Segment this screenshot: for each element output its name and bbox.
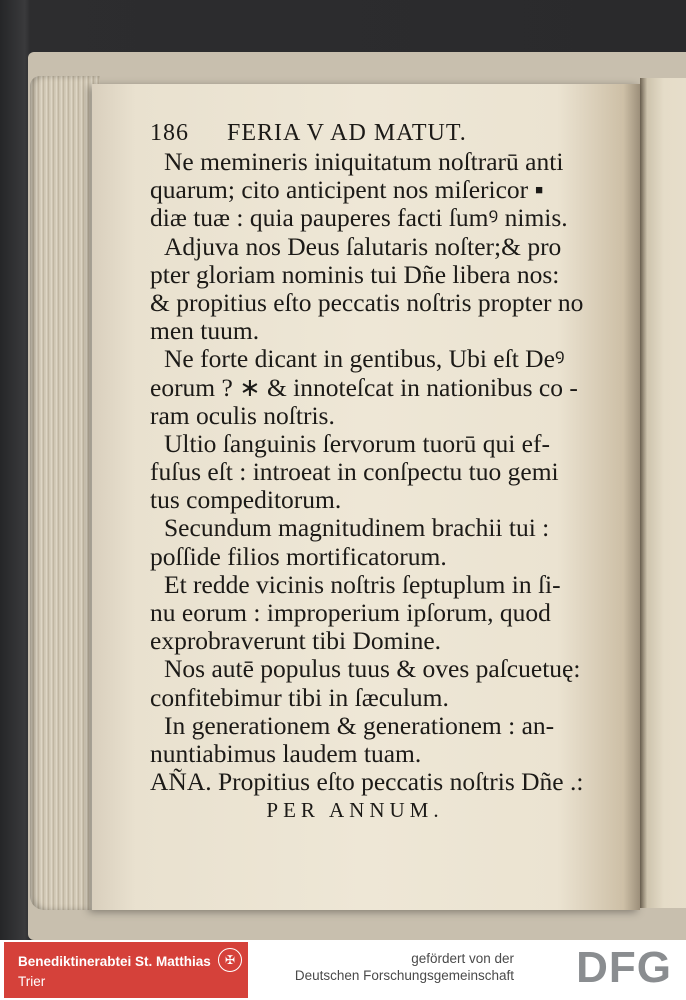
text-line: eorum ? ∗ & innoteſcat in nationibus co -	[150, 372, 578, 402]
institution-badge[interactable]	[4, 942, 248, 998]
funding-text-1: gefördert von der	[411, 951, 514, 966]
text-line: tus compeditorum.	[150, 485, 342, 515]
text-line: AÑA. Propitius eſto peccatis noſtris Dñe .:	[150, 767, 584, 797]
text-line: exprobraverunt tibi Domine.	[150, 626, 442, 656]
page-text	[150, 118, 630, 823]
text-line: Ultio ſanguinis ſervorum tuorū qui ef-	[164, 428, 550, 458]
page-number: 186	[150, 119, 189, 146]
text-line: nuntiabimus laudem tuam.	[150, 738, 422, 768]
text-line: diæ tuæ : quia pauperes facti ſumꝰ nimis.	[150, 203, 568, 233]
text-line: Ne forte dicant in gentibus, Ubi eſt Deꝰ	[164, 344, 565, 374]
running-head	[150, 118, 630, 148]
text-line: In generationem & generationem : an-	[164, 710, 555, 740]
text-line: & propitius eſto peccatis noſtris propter no	[150, 287, 584, 317]
page-footer-line: PER ANNUM.	[266, 798, 444, 823]
text-line: pter gloriam nominis tui Dñe libera nos:	[150, 259, 560, 289]
text-line: quarum; cito anticipent nos miſericor ▪	[150, 175, 544, 205]
institution-city: Trier	[18, 974, 46, 989]
running-title: FERIA V AD MATUT.	[227, 119, 467, 146]
funding-text-2: Deutschen Forschungsgemeinschaft	[294, 968, 514, 983]
text-line: Adjuva nos Deus ſalutaris noſter;& pro	[164, 231, 562, 261]
page-edges	[30, 76, 100, 910]
abbey-logo-icon: ✠	[218, 948, 242, 972]
text-line: confitebimur tibi in ſæculum.	[150, 682, 449, 712]
funding-notice	[295, 950, 514, 984]
text-line: Nos autē populus tuus & oves paſcuetuę:	[164, 654, 581, 684]
text-line: nu eorum : improperium ipſorum, quod	[150, 598, 551, 627]
text-line: ram oculis noſtris.	[150, 400, 335, 430]
institution-name: Benediktinerabtei St. Matthias	[18, 954, 211, 969]
dfg-logo[interactable]: DFG	[576, 943, 672, 992]
text-line: Ne memineris iniquitatum noſtrarū anti	[164, 147, 564, 176]
text-line: poſſide filios mortificatorum.	[150, 541, 447, 571]
facing-page-edge	[640, 78, 686, 908]
text-line: men tuum.	[150, 316, 260, 346]
text-line: fuſus eſt : introeat in conſpectu tuo gemi	[150, 457, 559, 487]
text-line: Secundum magnitudinem brachii tui :	[164, 513, 550, 543]
text-line: Et redde vicinis noſtris ſeptuplum in ſi-	[164, 569, 561, 599]
